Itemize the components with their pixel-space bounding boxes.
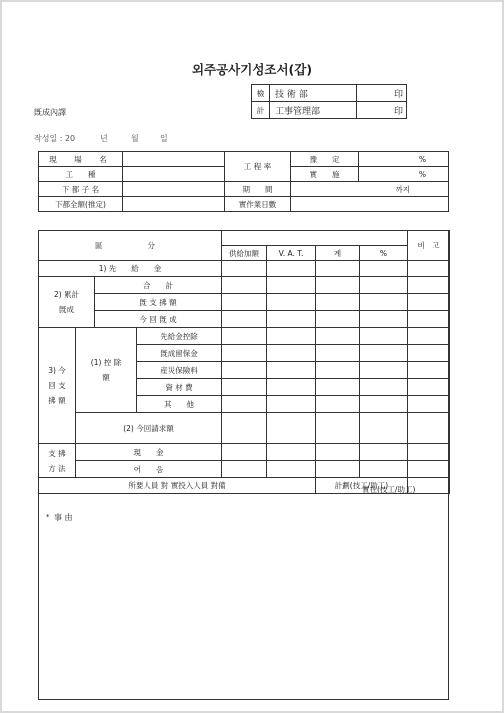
pct-planned: % — [359, 152, 449, 167]
note-label: 事 由 — [54, 513, 73, 522]
footer-personnel: 所要人員 對 實投入人員 對備 — [39, 478, 316, 494]
row-cumul-total: 合 計 — [95, 277, 222, 294]
header-pct: % — [360, 246, 408, 261]
footer-planned: 計劃(技工/助工) — [316, 478, 408, 494]
approval-side-top: 檢 — [252, 85, 270, 102]
group-current-payment: 3) 今 回 支 拂 額 — [39, 328, 76, 444]
pct-actual: % — [359, 167, 449, 182]
label-period: 期 間 — [225, 182, 291, 197]
row-pay-cash: 現 金 — [76, 444, 222, 461]
label-progress: 工 程 率 — [225, 152, 291, 182]
label-work-type: 工 種 — [39, 167, 123, 182]
approval-dept-mgmt: 工事管理部 — [270, 102, 357, 119]
group-cumulative-a: 2) 累計 — [53, 290, 80, 299]
header-division: 區 分 — [39, 231, 222, 261]
note-bullet: * — [46, 513, 50, 521]
approval-dept-tech: 技 術 部 — [270, 85, 357, 102]
row-advance: 1) 先 給 金 — [39, 261, 222, 277]
date-prefix: 작성일 : 20 — [34, 134, 76, 143]
row-ded-insurance: 産災保險料 — [137, 362, 222, 379]
date-month: 월 — [131, 134, 139, 143]
value-site — [123, 152, 225, 167]
date-year: 년 — [100, 134, 108, 143]
group-deduction: (1) 控 除 額 — [76, 328, 137, 413]
label-workdays: 實作業日數 — [225, 197, 291, 212]
label-amount: 下都全額(推定) — [39, 197, 123, 212]
label-actual: 實 施 — [291, 167, 359, 182]
header-total: 계 — [316, 246, 360, 261]
value-period-until: 까지 — [291, 182, 449, 197]
header-remark: 비 고 — [408, 231, 450, 261]
value-amount — [123, 197, 225, 212]
row-cumul-current: 今 回 旣 成 — [95, 311, 222, 328]
date-day: 일 — [160, 134, 168, 143]
document-page — [2, 2, 502, 711]
value-contractor — [123, 182, 225, 197]
row-claim: (2) 今回請求額 — [76, 413, 222, 444]
section-label: 旣成內譯 — [34, 108, 66, 117]
row-ded-material: 資 材 費 — [137, 379, 222, 396]
row-ded-retention: 旣成留保金 — [137, 345, 222, 362]
value-workdays — [291, 197, 449, 212]
approval-seal-tech: 印 — [357, 85, 407, 102]
group-cumulative-b: 旣成 — [59, 305, 74, 314]
header-blank — [222, 231, 408, 246]
group-payment-method — [39, 444, 76, 478]
main-table — [38, 230, 450, 494]
row-cumul-paid: 旣 支 拂 額 — [95, 294, 222, 311]
label-planned: 豫 定 — [291, 152, 359, 167]
approval-side-bottom: 計 — [252, 102, 270, 119]
row-ded-other: 其 他 — [137, 396, 222, 413]
approval-box — [251, 84, 407, 119]
payment-method-a: 支 拂 — [48, 448, 66, 458]
header-supply: 供給加額 — [222, 246, 267, 261]
row-pay-note: 어 음 — [76, 461, 222, 478]
payment-method-b: 方 法 — [48, 463, 66, 473]
footer-actual-label: 實在(技工/助工) — [362, 485, 416, 494]
label-contractor: 下 都 子 名 — [39, 182, 123, 197]
header-vat: V. A. T. — [267, 246, 316, 261]
approval-seal-mgmt: 印 — [357, 102, 407, 119]
info-table — [38, 151, 449, 212]
document-title: 외주공사기성조서(갑) — [191, 62, 313, 77]
label-site: 現 場 名 — [39, 152, 123, 167]
value-work-type — [123, 167, 225, 182]
group-cumulative — [39, 277, 95, 328]
row-ded-advance: 先給金控除 — [137, 328, 222, 345]
